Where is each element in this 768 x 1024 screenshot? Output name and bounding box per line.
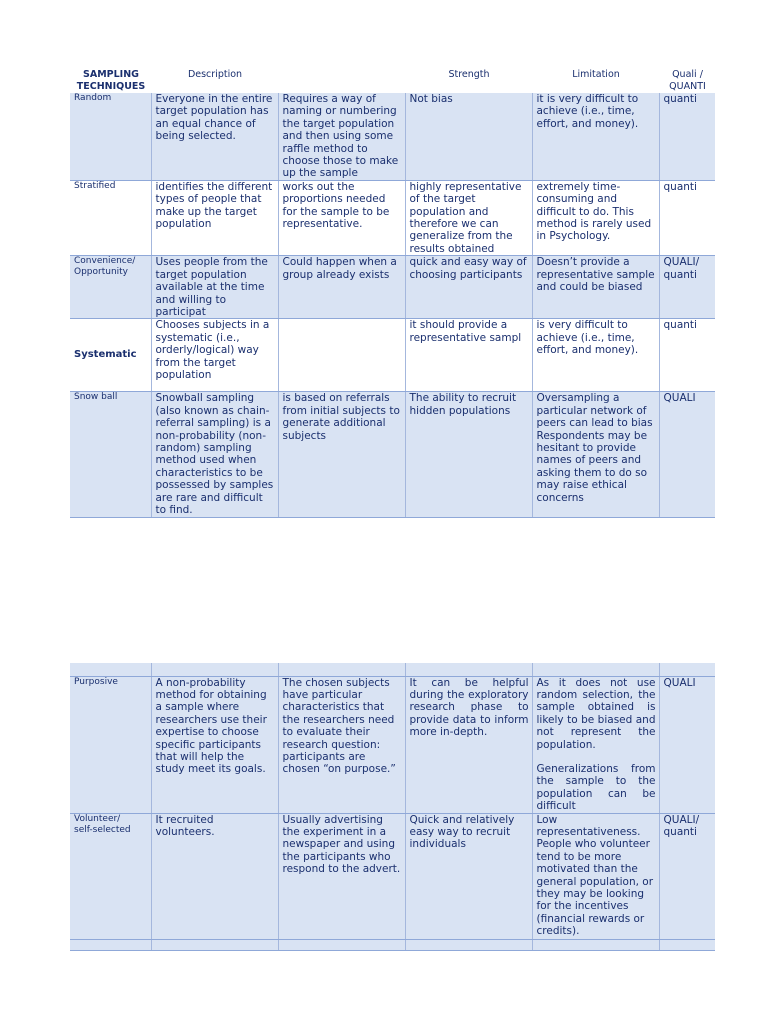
type-cell: quanti [659, 93, 715, 180]
technique-cell: Purposive [70, 676, 151, 813]
sampling-techniques-table-continued [70, 663, 715, 951]
table-row-empty [70, 663, 715, 676]
table-row-convenience [70, 256, 715, 319]
empty-cell [532, 663, 659, 676]
limitation-cell: extremely time-consuming and difficult to do. This method is rarely used in Psychology. [532, 180, 659, 255]
empty-cell [659, 663, 715, 676]
technique-cell: Random [70, 93, 151, 180]
empty-cell [405, 663, 532, 676]
strength-cell: Not bias [405, 93, 532, 180]
empty-cell [151, 939, 278, 950]
sampling-techniques-table [70, 67, 715, 518]
detail-cell: is based on referrals from initial subjects to generate additional subjects [278, 392, 405, 518]
technique-cell: Systematic [70, 319, 151, 392]
description-cell: Snowball sampling (also known as chain-referral sampling) is a non-probability (non-random) sampling method used when characteristics to be possessed by samples are rare and difficult to find. [151, 392, 278, 518]
header-limitation: Limitation [532, 67, 659, 93]
type-cell: QUALI/ quanti [659, 813, 715, 939]
detail-cell [278, 319, 405, 392]
table-row-random [70, 93, 715, 180]
detail-cell: The chosen subjects have particular characteristics that the researchers need to evaluate their research question: participants are chosen “on purpose.” [278, 676, 405, 813]
description-cell: identifies the different types of people that make up the target population [151, 180, 278, 255]
table-row-stratified [70, 180, 715, 255]
type-cell: QUALI [659, 392, 715, 518]
description-cell: It recruited volunteers. [151, 813, 278, 939]
limitation-cell: Doesn’t provide a representative sample and could be biased [532, 256, 659, 319]
limitation-cell: As it does not use random selection, the sample obtained is likely to be biased and not represent the population. Generalizations from the sample to the population can be difficult [532, 676, 659, 813]
empty-cell [70, 663, 151, 676]
type-cell: quanti [659, 319, 715, 392]
strength-cell: highly representative of the target population and therefore we can generalize from the results obtained [405, 180, 532, 255]
empty-cell [659, 939, 715, 950]
detail-cell: Requires a way of naming or numbering the target population and then using some raffle method to choose those to make up the sample [278, 93, 405, 180]
table-row-systematic [70, 319, 715, 392]
empty-cell [278, 939, 405, 950]
detail-cell: works out the proportions needed for the sample to be representative. [278, 180, 405, 255]
header-blank [278, 67, 405, 93]
table-header-row [70, 67, 715, 93]
empty-cell [405, 939, 532, 950]
type-cell: quanti [659, 180, 715, 255]
limitation-cell: Low representativeness. People who volunteer tend to be more motivated than the general population, or they may be looking for the incentives (financial rewards or credits). [532, 813, 659, 939]
header-strength: Strength [405, 67, 532, 93]
table-row-snowball [70, 392, 715, 518]
limitation-cell: is very difficult to achieve (i.e., time, effort, and money). [532, 319, 659, 392]
type-cell: QUALI/ quanti [659, 256, 715, 319]
limitation-cell: Oversampling a particular network of peers can lead to bias Respondents may be hesitant to provide names of peers and asking them to do so may raise ethical concerns [532, 392, 659, 518]
description-cell: Uses people from the target population available at the time and willing to participat [151, 256, 278, 319]
type-cell: QUALI [659, 676, 715, 813]
table-row-empty [70, 939, 715, 950]
strength-cell: quick and easy way of choosing participants [405, 256, 532, 319]
empty-cell [278, 663, 405, 676]
header-sampling-techniques: SAMPLING TECHNIQUES [70, 67, 151, 93]
table-row-purposive [70, 676, 715, 813]
strength-cell: The ability to recruit hidden populations [405, 392, 532, 518]
detail-cell: Could happen when a group already exists [278, 256, 405, 319]
technique-cell: Volunteer/ self-selected [70, 813, 151, 939]
strength-cell: it should provide a representative sampl [405, 319, 532, 392]
description-cell: A non-probability method for obtaining a sample where researchers use their expertise to choose specific participants that will help the study meet its goals. [151, 676, 278, 813]
technique-cell: Convenience/ Opportunity [70, 256, 151, 319]
header-description: Description [151, 67, 278, 93]
empty-cell [151, 663, 278, 676]
empty-cell [70, 939, 151, 950]
limitation-cell: it is very difficult to achieve (i.e., time, effort, and money). [532, 93, 659, 180]
strength-cell: Quick and relatively easy way to recruit individuals [405, 813, 532, 939]
technique-cell: Stratified [70, 180, 151, 255]
empty-cell [532, 939, 659, 950]
table-row-volunteer [70, 813, 715, 939]
technique-cell: Snow ball [70, 392, 151, 518]
description-cell: Chooses subjects in a systematic (i.e., orderly/logical) way from the target population [151, 319, 278, 392]
description-cell: Everyone in the entire target population has an equal chance of being selected. [151, 93, 278, 180]
strength-cell: It can be helpful during the exploratory research phase to provide data to inform more in-depth. [405, 676, 532, 813]
header-quali-quanti: Quali / QUANTI [659, 67, 715, 93]
detail-cell: Usually advertising the experiment in a newspaper and using the participants who respond to the advert. [278, 813, 405, 939]
